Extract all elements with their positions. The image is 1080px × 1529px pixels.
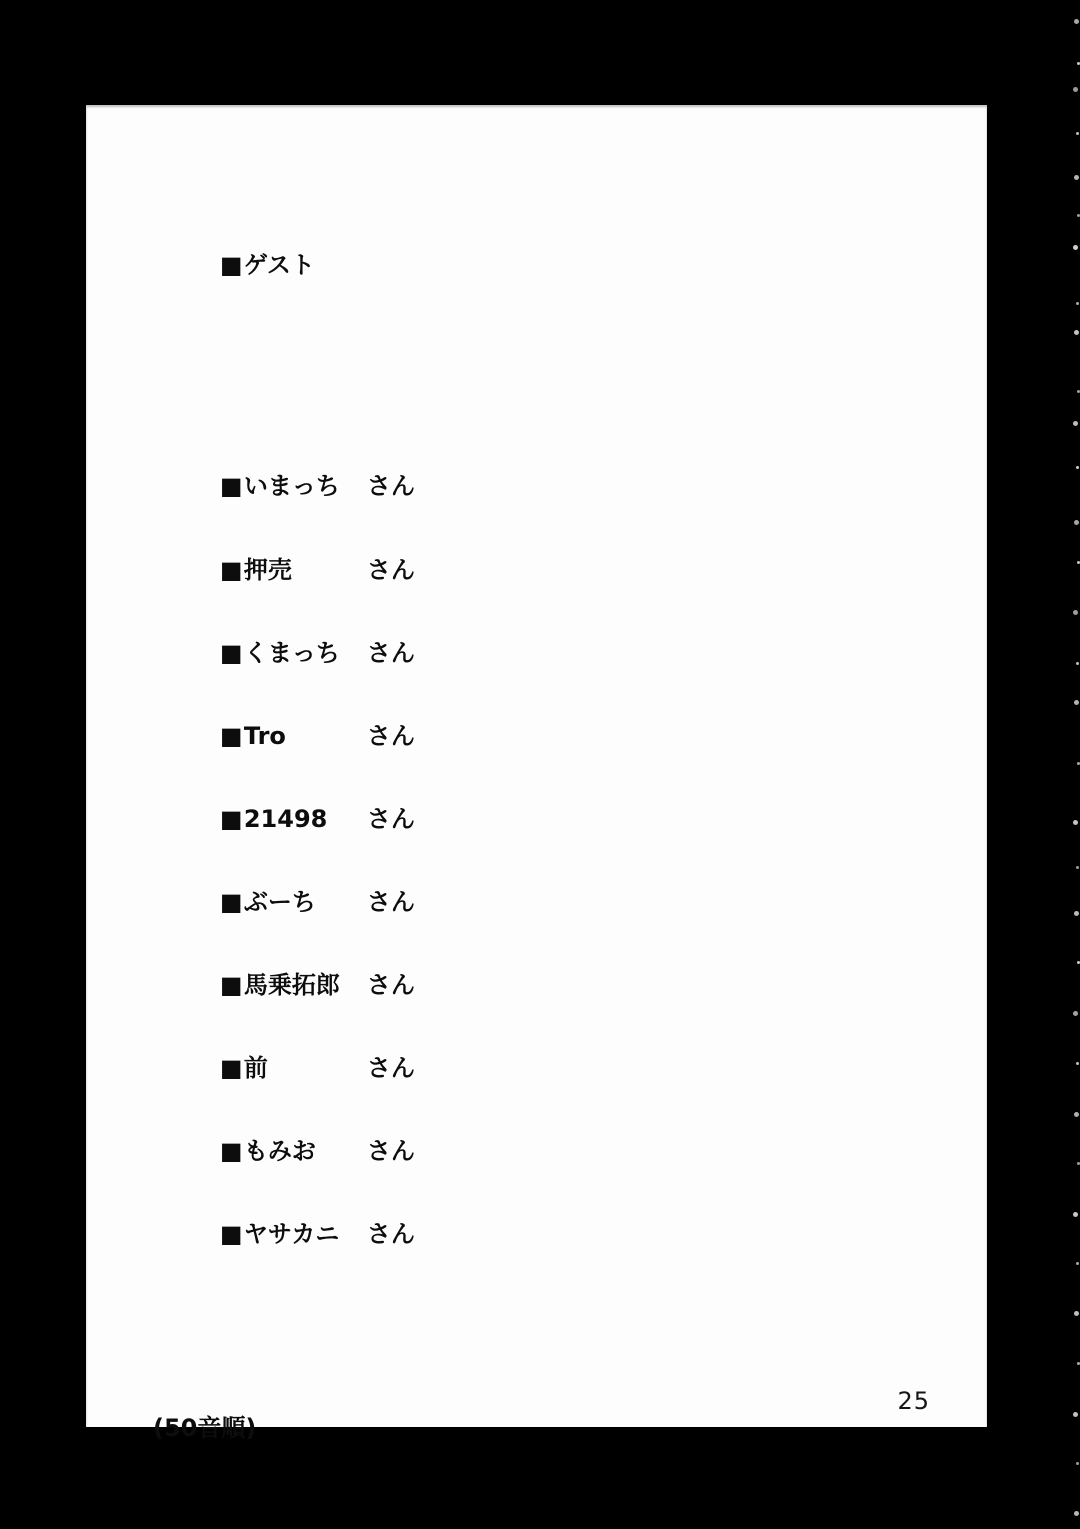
guest-name: もみお <box>243 1137 316 1166</box>
black-square-icon: ■ <box>219 721 243 750</box>
guest-honorific: さん <box>366 1220 415 1249</box>
black-square-icon: ■ <box>219 804 243 833</box>
guest-row <box>153 695 415 750</box>
guest-name: 馬乗拓郎 <box>243 970 340 999</box>
sort-order-note: (50音順) <box>153 1414 257 1443</box>
guest-honorific: さん <box>366 970 415 999</box>
guest-name: ぶーち <box>243 887 316 916</box>
guest-honorific: さん <box>366 721 415 750</box>
guest-row <box>153 778 415 833</box>
guest-honorific: さん <box>366 1137 415 1166</box>
blank-line <box>153 335 415 363</box>
black-square-icon: ■ <box>219 555 243 584</box>
guest-row <box>153 1027 415 1083</box>
credits-list <box>153 141 415 1526</box>
scan-noise-specks <box>0 0 3 3</box>
guest-row <box>153 944 415 999</box>
black-square-icon: ■ <box>219 1054 243 1083</box>
black-square-icon: ■ <box>219 1137 243 1166</box>
black-square-icon: ■ <box>219 887 243 916</box>
guest-name: 21498 <box>243 804 328 833</box>
guest-honorific: さん <box>366 804 415 833</box>
black-square-icon: ■ <box>219 1220 243 1249</box>
black-square-icon: ■ <box>219 638 243 667</box>
page-number: 25 <box>897 1387 930 1415</box>
guest-name: ヤサカニ <box>243 1220 340 1249</box>
guest-honorific: さん <box>366 1054 415 1083</box>
guest-honorific: さん <box>366 638 415 667</box>
black-square-icon: ■ <box>219 250 243 279</box>
guest-row <box>153 446 415 501</box>
guest-name: くまっち <box>243 638 340 667</box>
guest-honorific: さん <box>366 472 415 501</box>
guest-name: いまっち <box>243 472 340 501</box>
blank-line <box>153 1304 415 1332</box>
guest-honorific: さん <box>366 555 415 584</box>
section-title <box>153 224 415 279</box>
black-square-icon: ■ <box>219 472 243 501</box>
guest-name: 押売 <box>243 555 292 584</box>
guest-row <box>153 612 415 667</box>
guest-name: 前 <box>243 1054 268 1083</box>
guest-row <box>153 1110 415 1166</box>
document-page <box>86 105 987 1443</box>
guest-row <box>153 861 415 916</box>
guest-honorific: さん <box>366 887 415 916</box>
guest-name: Tro <box>243 721 286 750</box>
guest-row <box>153 1194 415 1249</box>
guest-row <box>153 529 415 584</box>
black-square-icon: ■ <box>219 970 243 999</box>
section-title-text: ゲスト <box>243 250 315 279</box>
